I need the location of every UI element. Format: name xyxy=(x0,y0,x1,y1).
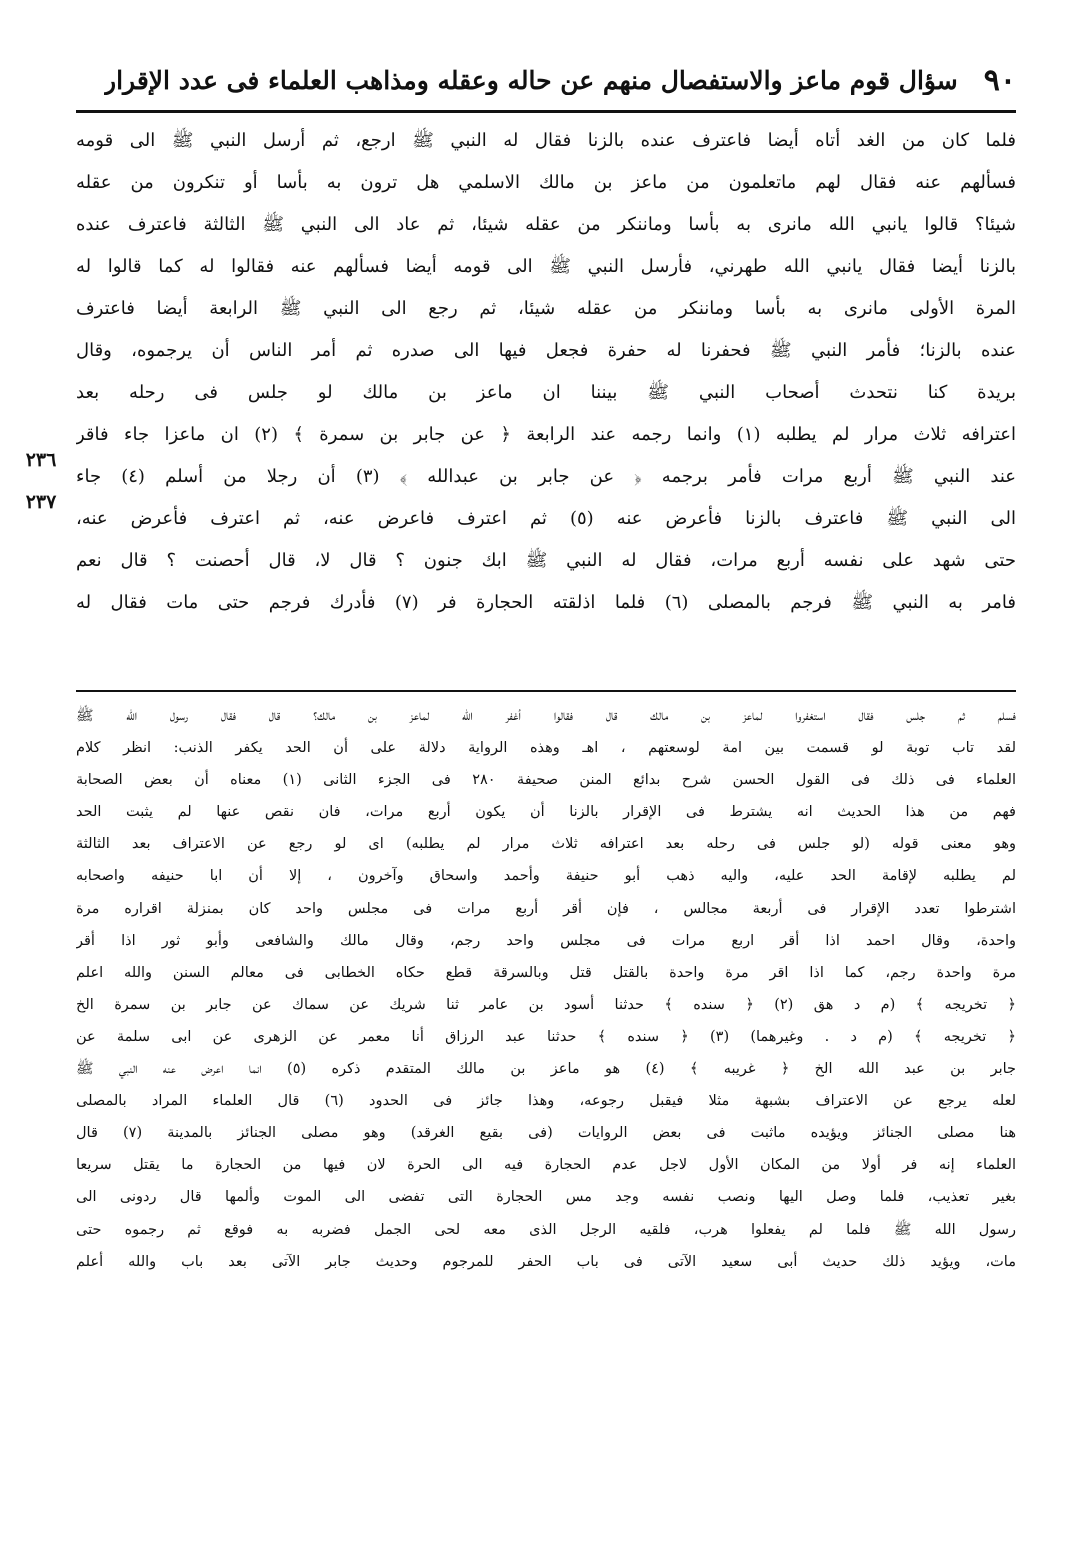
footnote-line: وهو معنى قوله (لو جلس فى رحله بعد اعترافه ثلاث مرار لم يطلبه) اى لو رجع عن الاعتراف بعد الثالثة xyxy=(76,836,1016,853)
footnote-line: جابر بن عبد الله الخ ﴿ غريبه ﴾ (٤) هو ماعز بن مالك المتقدم ذكره (٥) انما اعرض عنه النبي ﷺ xyxy=(76,1061,1016,1078)
header-rule xyxy=(76,110,1016,113)
footnote-line: لم يطلبه لإقامة الحد عليه، واليه ذهب أبو حنيفة وأحمد واسحاق وآخرون ، إلا أن ابا حنيفه واصحابه xyxy=(76,868,1016,885)
text-line: المرة الأولى مانرى به بأسا وماننكر من عقله شيئا، ثم رجع الى النبي ﷺ الرابعة أيضا فاعترف xyxy=(76,298,1016,319)
running-title: سؤال قوم ماعز والاستفصال منهم عن حاله وعقله ومذاهب العلماء فى عدد الإقرار xyxy=(104,65,958,95)
text-line: عند النبي ﷺ أربع مرات فأمر برجمه ﴿ عن جابر بن عبدالله ﴾ (٣) أن رجلا من أسلم (٤) جاء xyxy=(76,466,1016,487)
footnote-line: مرة واحدة رجم، كما اذا اقر مرة واحدة بالقتل قتل وبالسرقة قطع حكاه الخطابى فى معالم السنن والله اعلم xyxy=(76,964,1016,981)
text-line: فلما كان من الغد أتاه أيضا فاعترف عنده بالزنا فقال له النبي ﷺ ارجع، ثم أرسل النبي ﷺ الى قومه xyxy=(76,130,1016,151)
footnote-line: بغير تعذيب، فلما وصل اليها ونصب نفسه وجد مس الحجارة التى تفضى الى الموت وألمها قال ردونى الى xyxy=(76,1189,1016,1206)
text-line: عنده بالزنا؛ فأمر النبي ﷺ فحفرنا له حفرة فجعل فيها الى صدره ثم أمر الناس أن يرجموه، وقال xyxy=(76,340,1016,361)
text-line: اعترافه ثلاث مرار لم يطلبه (١) وانما رجمه عند الرابعة ﴿ عن جابر بن سمرة ﴾ (٢) ان ماعزا جاء فاقر xyxy=(76,424,1016,445)
main-text xyxy=(76,120,1016,624)
text-line: فسألهم عنه فقال لهم ماتعلمون من ماعز بن مالك الاسلمي هل ترون به بأسا أو تنكرون من عقله xyxy=(76,172,1016,193)
hadith-number: ٢٣٧ xyxy=(25,491,57,513)
footnote-line: لقد تاب توبة لو قسمت بين امة لوسعتهم ، اهـ وهذه الرواية دلالة على أن الحد يكفر الذنب: انظر كلام xyxy=(76,740,1016,757)
footnote-line: العلماء فى ذلك فى القول الحسن شرح بدائع المنن صحيفة ٢٨٠ فى الجزء الثانى (١) معناه أن بعض الصحابة xyxy=(76,772,1016,789)
footnote-line: فسلم ثم جلس فقال استغفروا لماعز بن مالك قال فقالوا أغفر الله لماعز بن مالك؟ قال فقال رسول الله ﷺ xyxy=(76,708,1016,724)
footnote-line: اشترطوا تعدد الإقرار فى أربعة مجالس ، فإن أقر أربع مرات فى مجلس واحد كان بمنزلة اقراره مرة xyxy=(76,900,1016,917)
page-header xyxy=(76,52,1016,108)
footnote-line: مات، ويؤيد ذلك حديث أبى سعيد الآتى فى باب الحفر للمرجوم وحديث جابر الآتى بعد باب والله أعلم xyxy=(76,1253,1016,1270)
footnotes xyxy=(76,700,1016,1278)
text-line: فامر به النبي ﷺ فرجم بالمصلى (٦) فلما اذلقته الحجارة فر (٧) فأدرك فرجم حتى مات فقال له xyxy=(76,592,1016,613)
text-line: بالزنا أيضا فقال يانبي الله طهرني، فأرسل النبي ﷺ الى قومه أيضا فسألهم عنه فقالوا له كما قالوا له xyxy=(76,256,1016,277)
footnote-line: هنا مصلى الجنائز ويؤيده ماثبت فى بعض الروايات (فى بقيع الغرقد) وهو مصلى الجنائز بالمدينة (٧) قال xyxy=(76,1125,1016,1142)
footnote-line: لعله يرجع عن الاعتراف بشبهة مثلا فيقبل رجوعه، وهذا جائز فى الحدود (٦) قال العلماء المراد بالمصلى xyxy=(76,1093,1016,1110)
footnote-line: ﴿ تخريجه ﴾ (م د . وغيرهما) (٣) ﴿ سنده ﴾ حدثنا عبد الرزاق أنا معمر عن الزهرى عن ابى سلمة عن xyxy=(76,1028,1016,1045)
text-line: شيئا؟ قالوا يانبي الله مانرى به بأسا وماننكر من عقله شيئا، ثم عاد الى النبي ﷺ الثالثة فاعترف عنده xyxy=(76,214,1016,235)
text-line: الى النبي ﷺ فاعترف بالزنا فأعرض عنه (٥) ثم اعترف فاعرض عنه، ثم اعترف فأعرض عنه، xyxy=(76,508,1016,529)
footnote-line: فهم من هذا الحديث انه يشترط فى الإقرار بالزنا أن يكون أربع مرات، فان نقص عنها لم يثبت الحد xyxy=(76,804,1016,821)
hadith-number: ٢٣٦ xyxy=(25,449,57,471)
page-number: ٩٠ xyxy=(983,62,1016,98)
footnote-line: واحدة، وقال احمد اذا أقر اربع مرات فى مجلس واحد رجم، وقال مالك والشافعى وأبو ثور اذا أقر xyxy=(76,932,1016,949)
footnote-line: ﴿ تخريجه ﴾ (م د هق (٢) ﴿ سنده ﴾ حدثنا أسود بن عامر ثنا شريك عن سماك عن جابر بن سمرة الخ xyxy=(76,996,1016,1013)
footnote-line: رسول الله ﷺ فلما لم يفعلوا هرب، فلقيه الرجل الذى معه لحى الجمل فضربه به فوقع ثم رجموه حتى xyxy=(76,1221,1016,1238)
footnote-line: العلماء إنه فر أولا من المكان الأول لاجل عدم الحجارة فيه الى الحرة لان فيها من الحجارة ما يقتل سريعا xyxy=(76,1157,1016,1174)
footnote-rule xyxy=(76,690,1016,692)
text-line: بريدة كنا نتحدث أصحاب النبي ﷺ بيننا ان ماعز بن مالك لو جلس فى رحله بعد xyxy=(76,382,1016,403)
text-line: حتى شهد على نفسه أربع مرات، فقال له النبي ﷺ ابك جنون ؟ قال لا، قال أحصنت ؟ قال نعم xyxy=(76,550,1016,571)
